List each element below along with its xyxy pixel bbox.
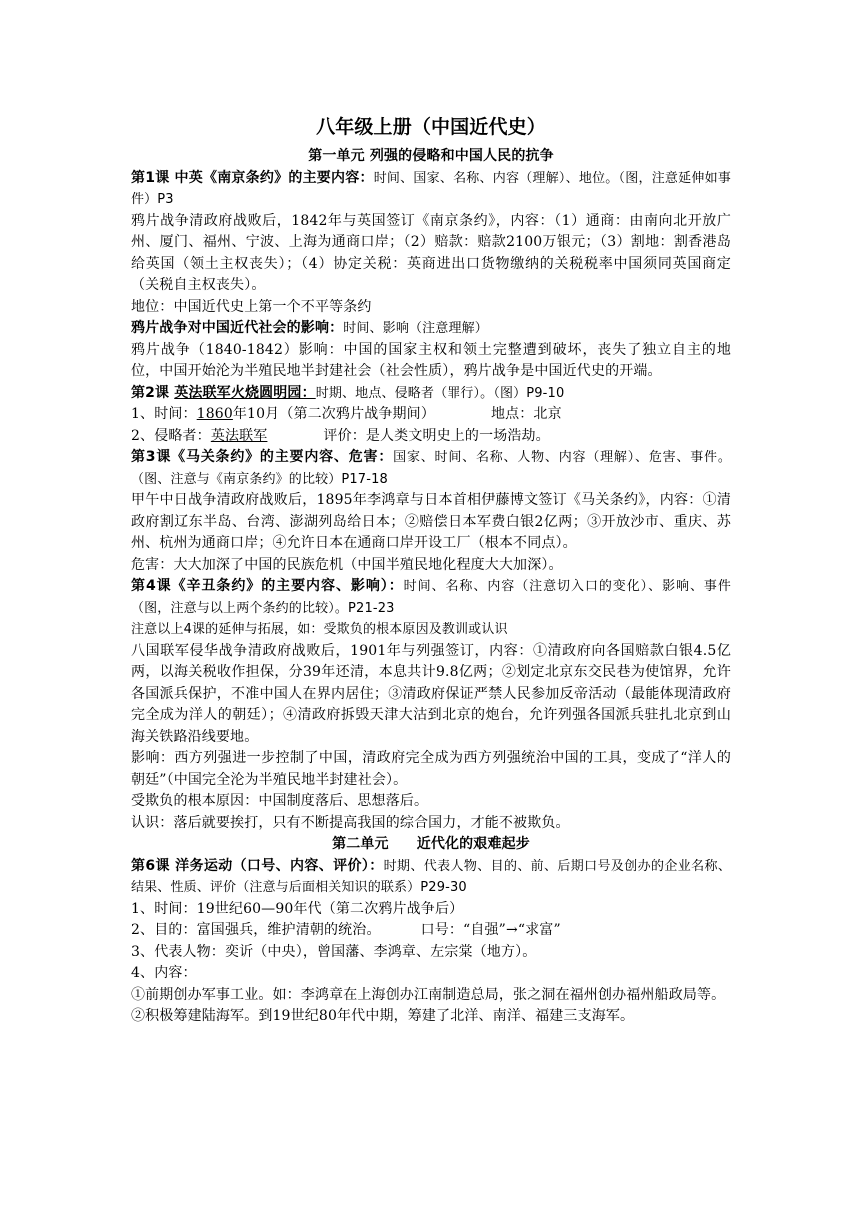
- time-label: 1、时间：: [131, 406, 197, 422]
- lesson-2-heading: [131, 383, 731, 405]
- lesson-6-title: 第6课 洋务运动（口号、内容、评价）：: [131, 857, 384, 874]
- document-body: [131, 112, 731, 1028]
- lesson-4-requirements: 时间、名称、内容（注意切入口的变化）、影响、事件（图，注意与以上两个条约的比较）。P21-23: [131, 579, 731, 616]
- opium-war-title: 鸦片战争对中国近代社会的影响：: [131, 320, 344, 336]
- purpose-text: 2、目的：富国强兵，维护清朝的统治。: [131, 922, 381, 938]
- slogan-text: 口号：“自强”→“求富”: [420, 922, 561, 938]
- lesson-2-title: 英法联军火烧圆明园：: [174, 384, 316, 401]
- opium-war-paragraph: 鸦片战争（1840-1842）影响：中国的国家主权和领土完整遭到破坏，丧失了独立自主的地位，中国开始沦为半殖民地半封建社会（社会性质），鸦片战争是中国近代史的开端。: [131, 341, 731, 379]
- lesson-2-requirements: 时期、地点、侵略者（罪行）。（图）P9-10: [315, 385, 565, 401]
- lesson-1-title: 第1课 中英《南京条约》的主要内容：: [131, 169, 374, 186]
- lesson-3-heading: [131, 447, 731, 490]
- lesson-2-time-line: [131, 404, 731, 426]
- lesson-1-requirements: 时间、国家、名称、内容（理解）、地位。（图，注意延伸如事件）P3: [131, 170, 731, 207]
- lesson-6-item-navy: ②积极筹建陆海军。到19世纪80年代中期，筹建了北洋、南洋、福建三支海军。: [131, 1008, 635, 1024]
- lesson-3-title: 第3课《马关条约》的主要内容、危害：: [131, 449, 394, 465]
- lesson-6-item-military-industry: ①前期创办军事工业。如：李鸿章在上海创办江南制造总局，张之洞在福州创办福州船政局等。: [131, 986, 726, 1003]
- lesson-4-lesson: 认识：落后就要挨打，只有不断提高我国的综合国力，才能不被欺负。: [131, 814, 570, 831]
- time-year: 1860: [196, 406, 233, 422]
- unit-2-heading: [131, 834, 731, 856]
- evaluation-text: 评价：是人类文明史上的一场浩劫。: [323, 427, 550, 444]
- lesson-6-item-purpose: [131, 920, 731, 942]
- lesson-1-paragraph: 鸦片战争清政府战败后，1842年与英国签订《南京条约》，内容：（1）通商：由南向北开放广州、厦门、福州、宁波、上海为通商口岸；（2）赔款：赔款2100万银元；（3）割地：割香港岛给英国（领土主权丧失）；（4）协定关税：英商进出口货物缴纳的关税税率中国须同英国商定（关税自主权丧失）。: [131, 212, 731, 293]
- lesson-1-heading: [131, 168, 731, 211]
- page-title: 八年级上册（中国近代史）: [316, 116, 546, 138]
- lesson-3-paragraph: 甲午中日战争清政府战败后，1895年李鸿章与日本首相伊藤博文签订《马关条约》，内容：①清政府割辽东半岛、台湾、澎湖列岛给日本；②赔偿日本军费白银2亿两；③开放沙市、重庆、苏州、杭州为通商口岸；④允许日本在通商口岸开设工厂（根本不同点）。: [131, 492, 731, 551]
- lesson-4-root-cause: 受欺负的根本原因：中国制度落后、思想落后。: [131, 793, 429, 809]
- lesson-6-item-time: 1、时间：19世纪60—90年代（第二次鸦片战争后）: [131, 900, 464, 917]
- lesson-4-note: 注意以上4课的延伸与拓展，如：受欺负的根本原因及教训或认识: [131, 622, 508, 637]
- lesson-2-invader-line: [131, 426, 731, 448]
- opium-war-heading: [131, 318, 731, 340]
- lesson-6-item-content: 4、内容：: [131, 965, 197, 981]
- lesson-3-harm: 危害：大大加深了中国的民族危机（中国半殖民地化程度大大加深）。: [131, 556, 563, 573]
- invader-name: 英法联军: [210, 427, 268, 444]
- unit-1-heading: 第一单元 列强的侵略和中国人民的抗争: [308, 148, 554, 164]
- lesson-6-heading: [131, 856, 731, 899]
- lesson-3-requirements: 国家、时间、名称、人物、内容（理解）、危害、事件。（图、注意与《南京条约》的比较）P17-18: [131, 450, 731, 487]
- lesson-1-status: 地位：中国近代史上第一个不平等条约: [131, 298, 372, 315]
- opium-war-requirements: 时间、影响（注意理解）: [343, 321, 488, 336]
- invader-label: 2、侵略者：: [131, 427, 211, 444]
- lesson-4-heading: [131, 576, 731, 619]
- unit-2-number: 第二单元: [332, 836, 389, 852]
- lesson-2-number: 第2课: [131, 384, 175, 401]
- lesson-4-title: 第4课《辛丑条约》的主要内容、影响）：: [131, 578, 404, 594]
- lesson-6-requirements: 时期、代表人物、目的、前、后期口号及创办的企业名称、结果、性质、评价（注意与后面相关知识的联系）P29-30: [131, 858, 731, 895]
- unit-2-title: 近代化的艰难起步: [416, 836, 530, 852]
- place-text: 地点：北京: [490, 406, 562, 422]
- lesson-6-item-people: 3、代表人物：奕䜣（中央），曾国藩、李鸿章、左宗棠（地方）。: [131, 943, 537, 960]
- lesson-4-paragraph: 八国联军侵华战争清政府战败后，1901年与列强签订，内容：①清政府向各国赔款白银4.5亿两，以海关税收作担保，分39年还清，本息共计9.8亿两；②划定北京东交民巷为使馆界，允许各国派兵保护，不准中国人在界内居住；③清政府保证严禁人民参加反帝活动（最能体现清政府完全成为洋人的朝廷）；④清政府拆毁天津大沽到北京的炮台，允许列强各国派兵驻扎北京到山海关铁路沿线要地。: [131, 642, 731, 745]
- time-detail: 年10月（第二次鸦片战争期间）: [232, 406, 435, 422]
- lesson-4-impact: 影响：西方列强进一步控制了中国，清政府完全成为西方列强统治中国的工具，变成了“洋人的朝廷”（中国完全沦为半殖民地半封建社会）。: [131, 750, 731, 788]
